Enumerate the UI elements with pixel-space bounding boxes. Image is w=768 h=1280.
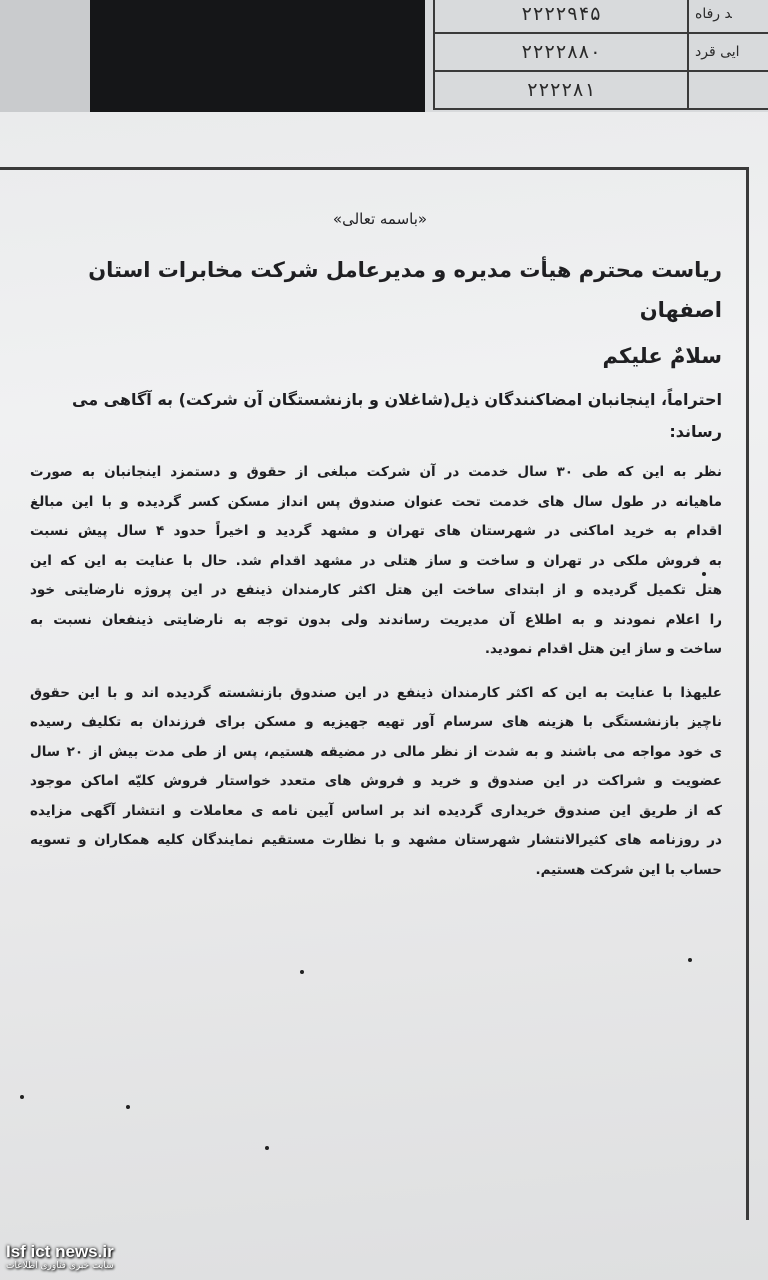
paragraph-line: که از طریق این صندوق خریداری گردیده اند بر اساس آیین نامه ی معاملات و انتشار آگهی مزایده [30, 802, 722, 819]
paper-speck [702, 572, 706, 576]
paper-speck [265, 1146, 269, 1150]
phone-label: ﺪ رفاه [688, 0, 768, 33]
background-phone-list-sheet [425, 0, 768, 112]
paragraph-line: ماهیانه در طول سال های خدمت تحت عنوان صندوق پس انداز مسکن کسر گردیده و با این مبالغ [30, 493, 722, 510]
paper-speck [20, 1095, 24, 1099]
table-row [434, 0, 768, 33]
background-paper-left [0, 0, 90, 120]
paragraph-2 [30, 679, 722, 886]
letter-body [30, 210, 740, 885]
paragraph-line: اقدام به خرید اماکنی در شهرستان های تهران و مشهد گردید و اخیراً حدود ۴ سال پیش نسبت [30, 523, 722, 539]
table-row [434, 33, 768, 71]
background-dark-object [90, 0, 425, 118]
paragraph-spacer [30, 665, 740, 679]
paragraph-line: را اعلام نمودند و به اطلاع آن مدیریت رساندند ولی بدون توجه به نارضایتی ذینفعان نسبت به [30, 611, 722, 628]
paragraph-line: در روزنامه های کثیرالانتشار شهرستان مشهد و با نظارت مستقیم نمایندگان کلیه همکاران و تسویه [30, 832, 722, 848]
phone-number: ۲۲۲۲۸۸۰ [434, 33, 688, 71]
paper-speck [688, 958, 692, 962]
phone-number: ۲۲۲۲۹۴۵ [434, 0, 688, 33]
phone-label [688, 71, 768, 109]
paragraph-line: عضویت و شراکت در این صندوق و خرید و فروش های متعدد خواستار فروش کلیّه اماکن موجود [30, 773, 722, 789]
paragraph-line: به فروش ملکی در تهران و ساخت و ساز هتلی در مشهد اقدام شد. حال با عنایت به این که این [30, 552, 722, 569]
basmala: «باسمه تعالی» [332, 210, 428, 228]
paragraph-line: ناچیز بازنشستگی با هزینه های سرسام آور تهیه جهیزیه و مسکن برای فرزندان به تکلیف رسیده [30, 714, 722, 730]
table-row [434, 71, 768, 109]
phone-label: ایی قرد [688, 33, 768, 71]
watermark-tagline: سایت خبری فناوری اطلاعات [6, 1261, 114, 1271]
background-phone-table [433, 0, 768, 110]
site-watermark [6, 1243, 114, 1272]
paper-speck [300, 970, 304, 974]
paragraph-line: نظر به این که طی ۳۰ سال خدمت در آن شرکت مبلغی از حقوق و دستمزد اینجانبان به صورت [30, 464, 722, 480]
phone-number: ۲۲۲۲۸۱ [434, 71, 688, 109]
paragraph-line: ساخت و ساز این هتل اقدام نمودید. [484, 641, 722, 657]
addressee: ریاست محترم هیأت مدیره و مدیرعامل شرکت مخابرات استان اصفهان [88, 258, 722, 322]
paragraph-line: علیهذا با عنایت به این که اکثر کارمندان ذینفع در این صندوق بازنشسته گردیده اند و با این حقوق [30, 684, 722, 701]
paragraph-line: هتل تکمیل گردیده و از ابتدای ساخت این هتل اکثر کارمندان ذینفع در این پروژه نارضایتی خود [30, 582, 722, 598]
paragraph-line: ی خود مواجه می باشند و به شدت از نظر مالی در مضیقه هستیم، پس از طی مدت بیش از ۲۰ سال [30, 743, 722, 760]
letter-paper [0, 112, 768, 1280]
paragraph-1 [30, 458, 722, 665]
watermark-site-name: Isf ict news.ir [6, 1242, 114, 1261]
intro-paragraph: احتراماً، اینجانبان امضاکنندگان ذیل(شاغلان و بازنشستگان آن شرکت) به آگاهی می رساند: [72, 390, 722, 441]
paper-speck [126, 1105, 130, 1109]
greeting: سلامٌ علیکم [602, 344, 722, 368]
paragraph-line: حساب با این شرکت هستیم. [535, 861, 722, 878]
